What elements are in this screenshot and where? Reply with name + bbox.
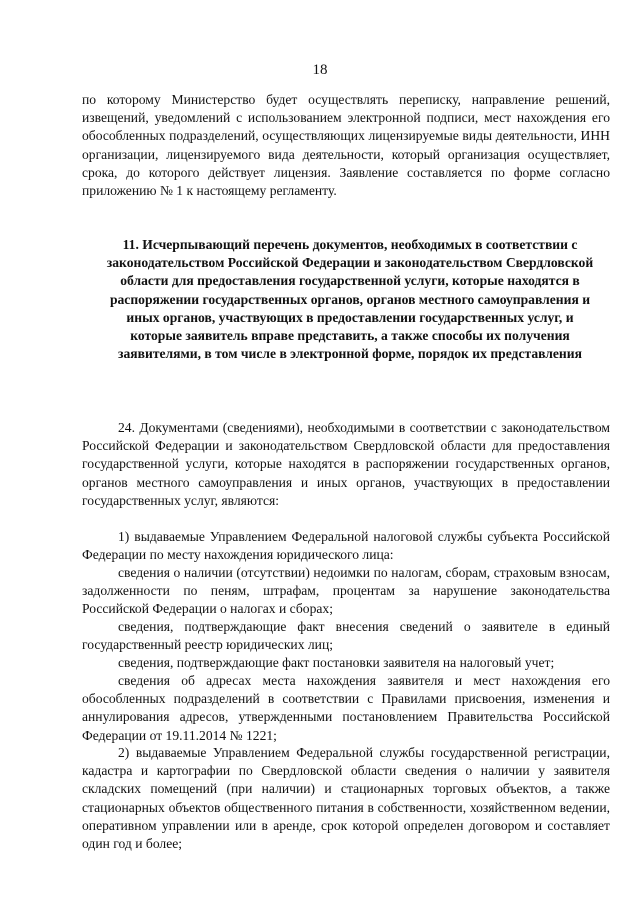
list-subitem-3: сведения, подтверждающие факт постановки заявителя на налоговый учет; [118, 655, 555, 670]
paragraph-24: 24. Документами (сведениями), необходимыми в соответствии с законодательством Российской Федерации и законодательством Свердловской области для предоставления государственной услуги, которые находятся в распоряжении государственных органов, органов местного самоуправления и иных органов, участвующих в предоставлении государственных услуг, являются: [82, 420, 610, 508]
intro-paragraph: по которому Министерство будет осуществлять переписку, направление решений, извещений, уведомлений с использованием электронной подписи, мест нахождения его обособленных подразделений, осуществляющих лицензируемые виды деятельности, ИНН организации, лицензируемого вида деятельности, который организация осуществляет, срока, до которого действует лицензия. Заявление составляется по форме согласно приложению № 1 к настоящему регламенту. [82, 92, 610, 199]
section-heading: 11. Исчерпывающий перечень документов, необходимых в соответствии с законодательством Российской Федерации и законодательством Свердловской области для предоставления государственной услуги, которые находятся в распоряжении государственных органов, органов местного самоуправления и иных органов, участвующих в предоставлении государственных услуг, и которые заявитель вправе представить, а также способы их получения заявителями, в том числе в электронной форме, порядок их представления [106, 237, 594, 362]
page-number: 18 [312, 62, 328, 78]
list-subitem-1: сведения о наличии (отсутствии) недоимки по налогам, сборам, страховым взносам, задолженности по пеням, штрафам, процентам за нарушение законодательства Российской Федерации о налогах и сборах; [82, 565, 610, 617]
list-item-1: 1) выдаваемые Управлением Федеральной налоговой службы субъекта Российской Федерации по месту нахождения юридического лица: [82, 529, 610, 563]
list-item-2: 2) выдаваемые Управлением Федеральной службы государственной регистрации, кадастра и картографии по Свердловской области сведения о наличии у заявителя складских помещений (при наличии) и стационарных торговых объектов, а также стационарных объектов общественного питания в собственности, хозяйственном ведении, оперативном управлении или в аренде, срок которой определен договором и составляет один год и более; [82, 745, 610, 852]
list-subitem-4: сведения об адресах места нахождения заявителя и мест нахождения его обособленных подразделений в соответствии с Правилами присвоения, изменения и аннулирования адресов, утвержденными постановлением Правительства Российской Федерации от 19.11.2014 № 1221; [82, 673, 610, 743]
list-subitem-2: сведения, подтверждающие факт внесения сведений о заявителе в единый государственный реестр юридических лиц; [82, 619, 610, 653]
